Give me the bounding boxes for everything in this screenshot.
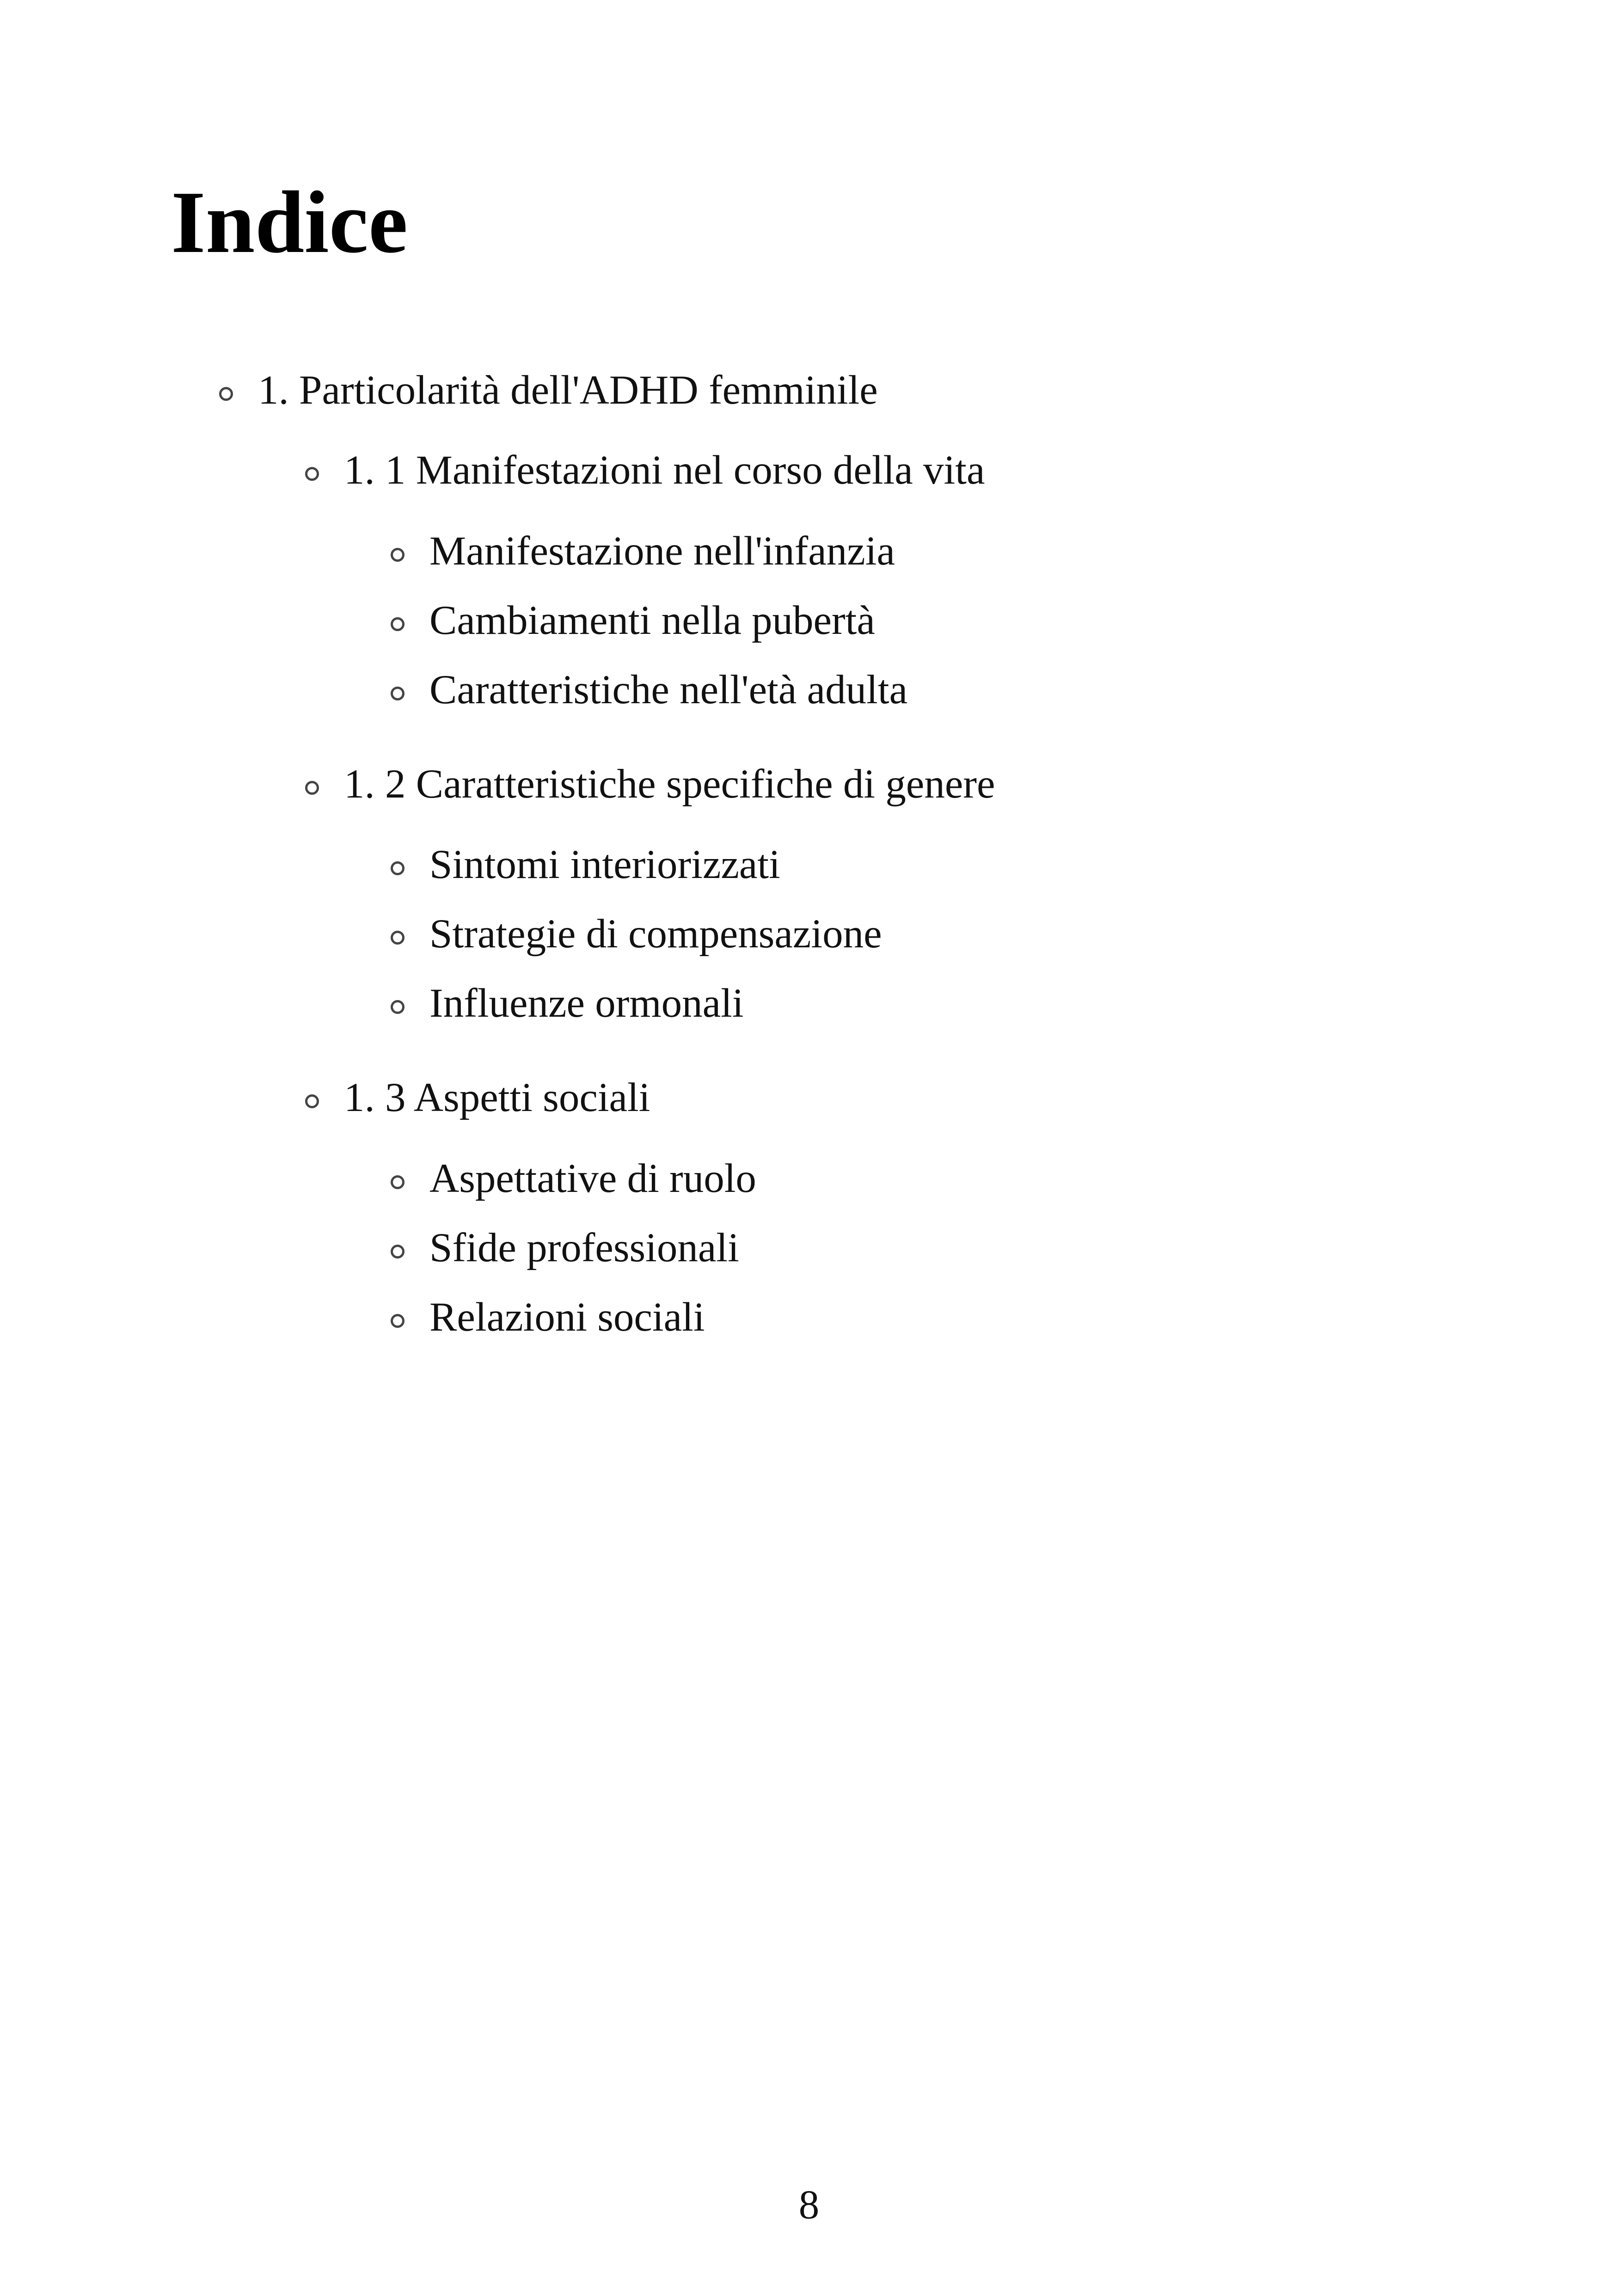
page-title: Indice <box>171 173 408 271</box>
toc-subsection-1-1[interactable] <box>305 450 985 491</box>
toc-item[interactable] <box>391 1158 756 1199</box>
toc-section-label: 1. Particolarità dell'ADHD femminile <box>258 368 878 413</box>
hollow-circle-icon <box>305 1094 319 1108</box>
toc-item-label: Cambiamenti nella pubertà <box>429 598 875 643</box>
toc-item[interactable] <box>391 844 780 885</box>
toc-item[interactable] <box>391 528 895 574</box>
hollow-circle-icon <box>305 781 319 795</box>
toc-item-label: Caratteristiche nell'età adulta <box>429 667 908 712</box>
toc-item-label: Aspettative di ruolo <box>429 1156 756 1201</box>
hollow-circle-icon <box>391 548 404 562</box>
toc-item[interactable] <box>391 600 875 641</box>
toc-section-1[interactable] <box>219 370 878 411</box>
toc-subsection-label: 1. 1 Manifestazioni nel corso della vita <box>344 448 985 493</box>
toc-item-label: Sfide professionali <box>429 1225 739 1271</box>
toc-item-label: Sintomi interiorizzati <box>429 842 780 887</box>
toc-item[interactable] <box>391 1297 705 1338</box>
toc-subsection-label: 1. 3 Aspetti sociali <box>344 1075 650 1120</box>
hollow-circle-icon <box>391 617 404 631</box>
toc-subsection-1-2[interactable] <box>305 761 995 807</box>
hollow-circle-icon <box>391 1000 404 1014</box>
toc-item[interactable] <box>391 1225 739 1271</box>
hollow-circle-icon <box>391 1175 404 1189</box>
toc-subsection-label: 1. 2 Caratteristiche specifiche di genere <box>344 761 995 807</box>
hollow-circle-icon <box>219 387 233 401</box>
toc-item-label: Relazioni sociali <box>429 1295 705 1340</box>
toc-item[interactable] <box>391 983 744 1024</box>
toc-item-label: Influenze ormonali <box>429 981 744 1026</box>
toc-item-label: Manifestazione nell'infanzia <box>429 528 895 574</box>
hollow-circle-icon <box>391 1245 404 1259</box>
toc-subsection-1-3[interactable] <box>305 1077 650 1118</box>
toc-item-label: Strategie di compensazione <box>429 911 882 957</box>
hollow-circle-icon <box>391 931 404 945</box>
toc-item[interactable] <box>391 669 907 711</box>
hollow-circle-icon <box>391 1314 404 1328</box>
hollow-circle-icon <box>391 861 404 875</box>
toc-item[interactable] <box>391 911 882 957</box>
hollow-circle-icon <box>305 467 319 481</box>
hollow-circle-icon <box>391 687 404 700</box>
page-number: 8 <box>798 2182 820 2228</box>
